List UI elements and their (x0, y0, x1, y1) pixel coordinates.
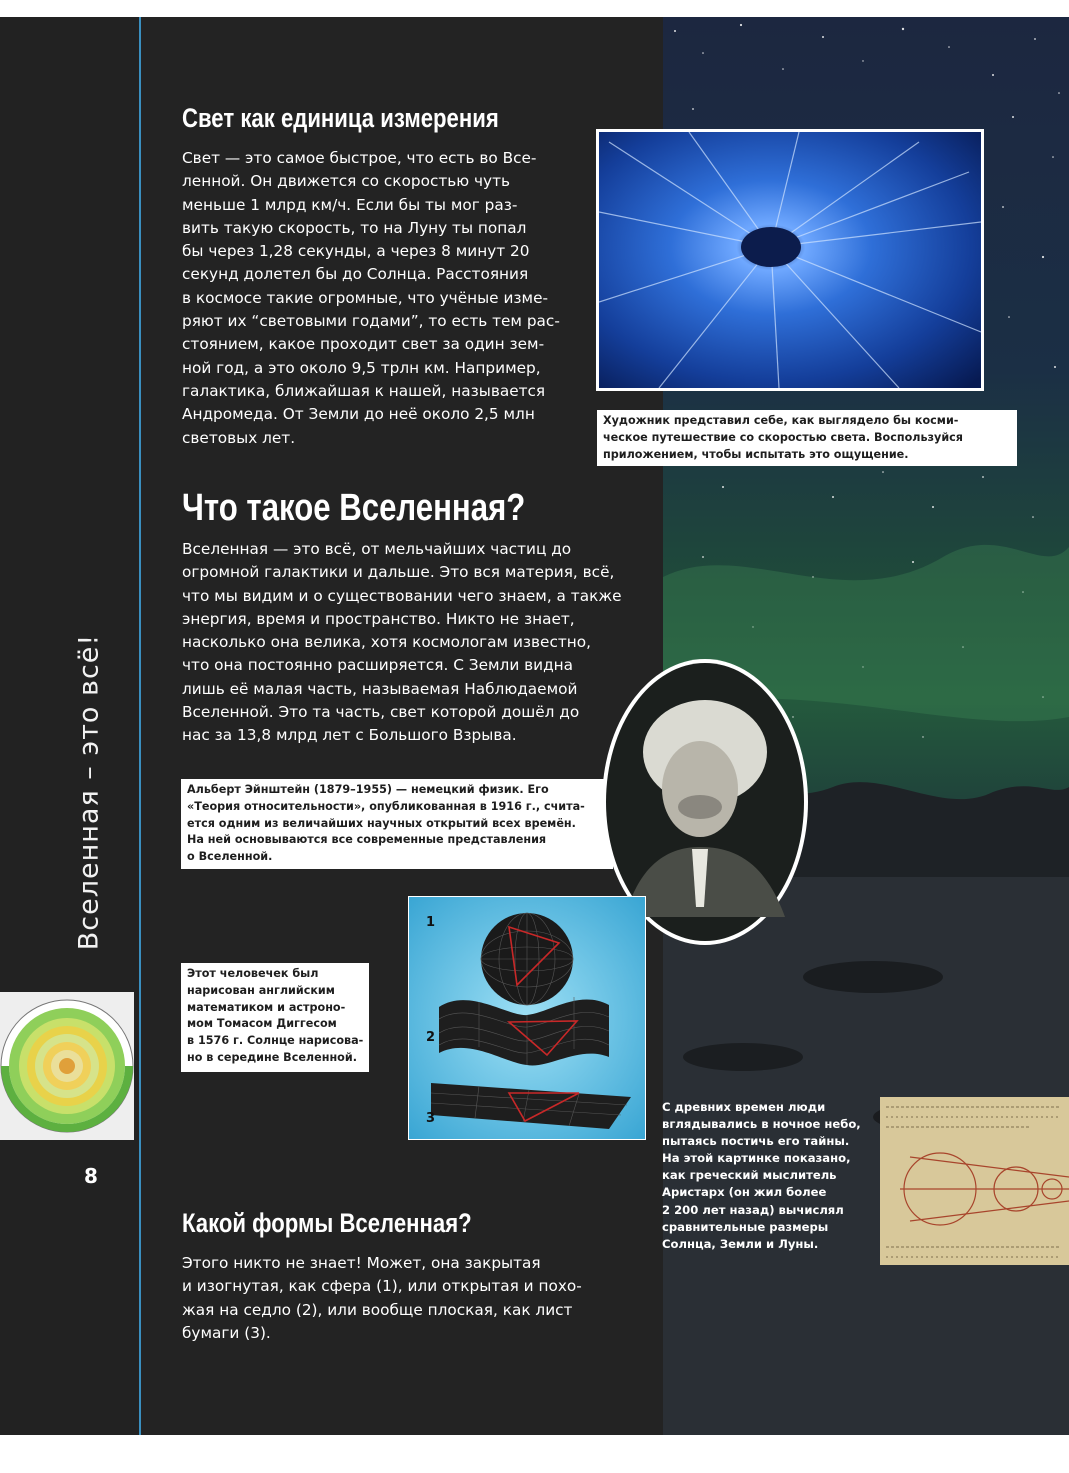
text-line: ленной. Он движется со скоростью чуть (182, 172, 511, 191)
caption-line: 2 200 лет назад) вычислял (662, 1202, 844, 1217)
text-line: секунд долетел бы до Солнца. Расстояния (182, 265, 529, 284)
light-speed-illustration (599, 132, 981, 388)
digges-caption (181, 963, 369, 1072)
light-body (182, 147, 560, 450)
einstein-caption (181, 779, 613, 869)
caption-line: приложением, чтобы испытать это ощущение. (603, 447, 909, 461)
text-line: бы через 1,28 секунды, а через 8 минут 20 (182, 242, 530, 261)
caption-line: ется одним из величайших научных открытий всех времён. (187, 816, 576, 830)
digges-diagram-drawing (0, 992, 134, 1140)
caption-line: пытаясь постичь его тайны. (662, 1134, 850, 1149)
caption-line: в 1576 г. Солнце нарисова- (187, 1034, 364, 1048)
caption-line: ческое путешествие со скоростью света. Воспользуйся (603, 430, 963, 444)
text-line: что мы видим и о существовании чего знаем, а также (182, 586, 622, 605)
text-line: насколько она велика, хотя космологам известно, (182, 633, 592, 652)
shape-heading: Какой формы Вселенная? (182, 1208, 472, 1238)
text-line: Вселенная — это всё, от мельчайших частиц до (182, 540, 572, 558)
shape-body (182, 1252, 582, 1345)
caption-line: Солнца, Земли и Луны. (662, 1236, 819, 1251)
book-page (0, 17, 1069, 1435)
text-line: галактика, ближайшая к нашей, называется (182, 381, 546, 400)
page-number: 8 (84, 1164, 98, 1188)
text-line: ряют их “световыми годами”, то есть тем рас- (182, 312, 560, 331)
sidebar-divider (139, 17, 141, 1435)
shape-label-sphere: 1 (426, 915, 436, 930)
caption-line: Этот человечек был (187, 967, 319, 980)
text-line: Вселенной. Это та часть, свет которой дошёл до (182, 703, 580, 722)
caption-line: вглядывались в ночное небо, (662, 1117, 861, 1132)
text-line: лишь её малая часть, называемая Наблюдаемой (182, 679, 578, 698)
text-line: Этого никто не знает! Может, она закрытая (182, 1254, 541, 1272)
digges-universe-diagram (0, 992, 134, 1140)
caption-line: как греческий мыслитель (662, 1168, 837, 1183)
caption-line: На ней основываются все современные представления (187, 833, 547, 847)
text-line: Андромеда. От Земли до неё около 2,5 млн (182, 405, 535, 424)
text-line: нас за 13,8 млрд лет с Большого Взрыва. (182, 726, 517, 745)
caption-line: На этой картинке показано, (662, 1151, 851, 1166)
shape-label-flat: 3 (426, 1111, 436, 1126)
text-line: бумаги (3). (182, 1323, 271, 1342)
text-line: световых лет. (182, 428, 296, 447)
universe-heading: Что такое Вселенная? (182, 487, 526, 529)
text-line: огромной галактики и дальше. Это вся материя, всё, (182, 563, 615, 582)
text-line: вить такую скорость, то на Луну ты попал (182, 218, 527, 237)
text-line: что она постоянно расширяется. С Земли видна (182, 656, 574, 675)
caption-line: нарисован английским (187, 983, 335, 997)
text-line: жая на седло (2), или вообще плоская, как лист (182, 1300, 573, 1319)
text-line: Свет — это самое быстрое, что есть во Все- (182, 149, 537, 167)
caption-line: о Вселенной. (187, 850, 273, 864)
aristarchus-caption (662, 1099, 861, 1253)
universe-shapes-drawing (409, 897, 645, 1139)
sidebar-title: Вселенная – это всё! (73, 633, 105, 951)
text-line: и изогнутая, как сфера (1), или открытая и похо- (182, 1277, 582, 1296)
text-line: стоянием, какое проходит свет за один зем- (182, 335, 545, 354)
caption-line: Альберт Эйнштейн (1879–1955) — немецкий физик. Его (187, 783, 549, 796)
shape-label-saddle: 2 (426, 1030, 436, 1045)
caption-line: но в середине Вселенной. (187, 1050, 357, 1064)
caption-line: математиком и астроно- (187, 1000, 346, 1014)
light-heading: Свет как единица измерения (182, 103, 499, 133)
universe-body (182, 538, 622, 748)
light-caption (597, 410, 1017, 466)
universe-shapes-figure (408, 896, 646, 1140)
caption-line: «Теория относительности», опубликованная в 1916 г., счита- (187, 799, 585, 813)
text-line: в космосе такие огромные, что учёные изме- (182, 288, 548, 307)
caption-line: С древних времен люди (662, 1100, 826, 1114)
caption-line: мом Томасом Диггесом (187, 1017, 337, 1031)
text-line: меньше 1 млрд км/ч. Если бы ты мог раз- (182, 195, 518, 214)
aristarchus-manuscript (880, 1097, 1069, 1265)
caption-line: сравнительные размеры (662, 1219, 829, 1234)
text-line: энергия, время и пространство. Никто не знает, (182, 609, 575, 628)
light-speed-image (596, 129, 984, 391)
page-sidebar (0, 17, 139, 1435)
caption-line: Художник представил себе, как выглядело бы косми- (603, 414, 959, 427)
caption-line: Аристарх (он жил более (662, 1185, 827, 1200)
text-line: ной год, а это около 9,5 трлн км. Например, (182, 358, 541, 377)
